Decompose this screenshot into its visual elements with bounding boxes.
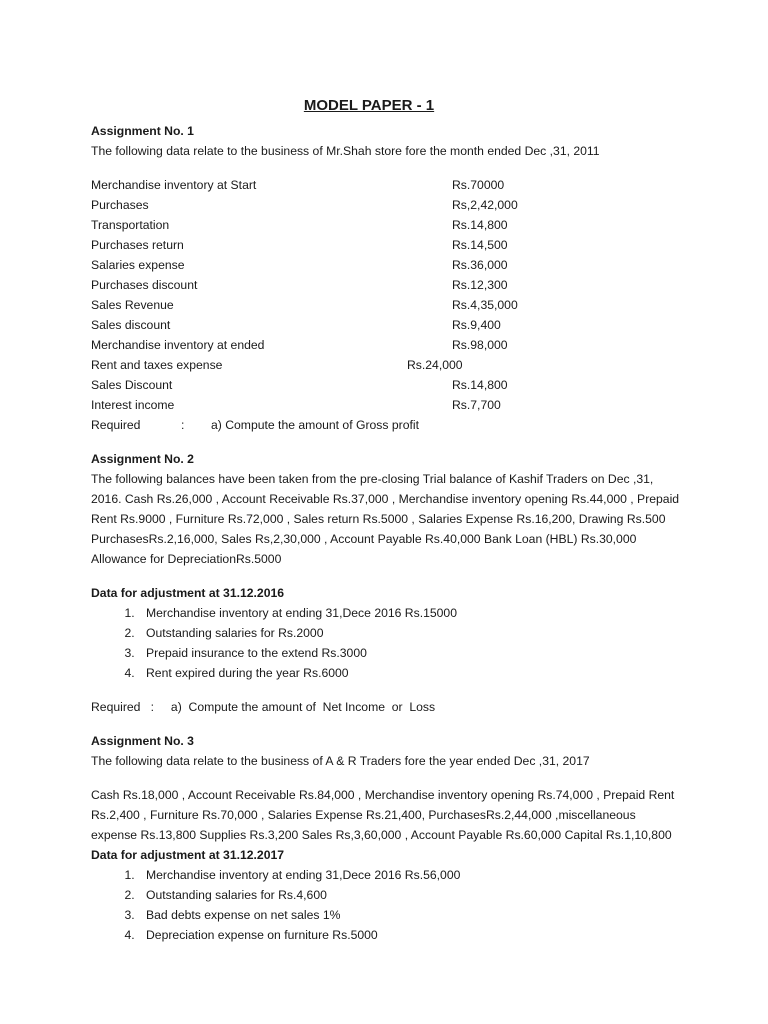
page-title: MODEL PAPER - 1 — [303, 97, 435, 114]
item-value: Rs.14,800 — [452, 378, 508, 392]
item-label: Sales Discount — [91, 378, 173, 392]
line-item — [91, 235, 691, 255]
line-item — [91, 195, 691, 215]
item-label: Merchandise inventory at Start — [91, 178, 257, 192]
assignment-2-paragraph: The following balances have been taken from the pre-closing Trial balance of Kashif Traders on Dec ,31, 2016. Cash Rs.26,000 , Account Receivable Rs.37,000 , Merchandise inventory opening Rs.44,000 , Prepaid Rent Rs.9000 , Furniture Rs.72,000 , Sales return Rs.5000 , Salaries Expense Rs.16,200, Drawing Rs.500 PurchasesRs.2,16,000, Sales Rs,2,30,000 , Account Payable Rs.40,000 Bank Loan (HBL) Rs.30,000 Allowance for DepreciationRs.5000 — [91, 472, 680, 566]
item-label: Transportation — [91, 218, 170, 232]
assignment-3-paragraph: Cash Rs.18,000 , Account Receivable Rs.84,000 , Merchandise inventory opening Rs.74,000 , Prepaid Rent Rs.2,400 , Furniture Rs.70,000 , Salaries Expense Rs.21,400, PurchasesRs.2,44,000 ,miscellaneous expense Rs.13,800 Supplies Rs.3,200 Sales Rs,3,60,000 , Account Payable Rs.60,000 Capital Rs.1,10,800 — [91, 788, 675, 842]
assignment-2-heading: Assignment No. 2 — [91, 452, 194, 466]
item-label: Interest income — [91, 398, 175, 412]
item-label: Salaries expense — [91, 258, 185, 272]
item-value: Rs.98,000 — [452, 338, 508, 352]
item-label: Purchases — [91, 198, 149, 212]
item-label: Purchases return — [91, 238, 184, 252]
assignment-1-required — [91, 415, 691, 435]
line-item — [91, 255, 691, 275]
assignment-3-adjustment-list — [91, 865, 691, 945]
line-item — [91, 275, 691, 295]
list-item: 2. Outstanding salaries for Rs.4,600 — [138, 885, 691, 905]
required-label: Required — [91, 418, 141, 432]
assignment-2-adjustment-heading: Data for adjustment at 31.12.2016 — [91, 586, 285, 600]
line-item — [91, 175, 691, 195]
item-value: Rs,2,42,000 — [452, 198, 518, 212]
assignment-3-heading: Assignment No. 3 — [91, 734, 194, 748]
item-label: Rent and taxes expense — [91, 358, 223, 372]
item-label: Sales discount — [91, 318, 171, 332]
line-item — [91, 375, 691, 395]
list-item: 4. Rent expired during the year Rs.6000 — [138, 663, 691, 683]
item-label: Merchandise inventory at ended — [91, 338, 265, 352]
line-item — [91, 335, 691, 355]
item-value: Rs.9,400 — [452, 318, 501, 332]
item-value: Rs.12,300 — [452, 278, 508, 292]
assignment-2-required: Required : a) Compute the amount of Net Income or Loss — [91, 700, 436, 714]
assignment-3-intro: The following data relate to the business of A & R Traders fore the year ended Dec ,31, 2017 — [91, 754, 590, 768]
assignment-1-heading: Assignment No. 1 — [91, 124, 194, 138]
list-item: 3. Bad debts expense on net sales 1% — [138, 905, 691, 925]
item-value: Rs.36,000 — [452, 258, 508, 272]
item-label: Purchases discount — [91, 278, 198, 292]
line-item — [91, 295, 691, 315]
assignment-3-adjustment-heading: Data for adjustment at 31.12.2017 — [91, 848, 285, 862]
line-item — [91, 395, 691, 415]
item-value: Rs.14,500 — [452, 238, 508, 252]
required-colon: : — [181, 418, 185, 432]
list-item: 4. Depreciation expense on furniture Rs.5000 — [138, 925, 691, 945]
line-item — [91, 315, 691, 335]
item-label: Sales Revenue — [91, 298, 174, 312]
item-value: Rs.4,35,000 — [452, 298, 518, 312]
item-value: Rs.14,800 — [452, 218, 508, 232]
item-value: Rs.70000 — [452, 178, 505, 192]
item-value: Rs.7,700 — [452, 398, 501, 412]
item-value: Rs.24,000 — [407, 358, 463, 372]
line-item — [91, 215, 691, 235]
list-item: 1. Merchandise inventory at ending 31,Dece 2016 Rs.15000 — [138, 603, 691, 623]
list-item: 3. Prepaid insurance to the extend Rs.3000 — [138, 643, 691, 663]
required-text: a) Compute the amount of Gross profit — [211, 418, 419, 432]
list-item: 1. Merchandise inventory at ending 31,Dece 2016 Rs.56,000 — [138, 865, 691, 885]
assignment-1-intro: The following data relate to the business of Mr.Shah store fore the month ended Dec ,31, 2011 — [91, 144, 600, 158]
line-item — [91, 355, 691, 375]
document-body — [91, 95, 691, 945]
list-item: 2. Outstanding salaries for Rs.2000 — [138, 623, 691, 643]
assignment-2-adjustment-list — [91, 603, 691, 683]
